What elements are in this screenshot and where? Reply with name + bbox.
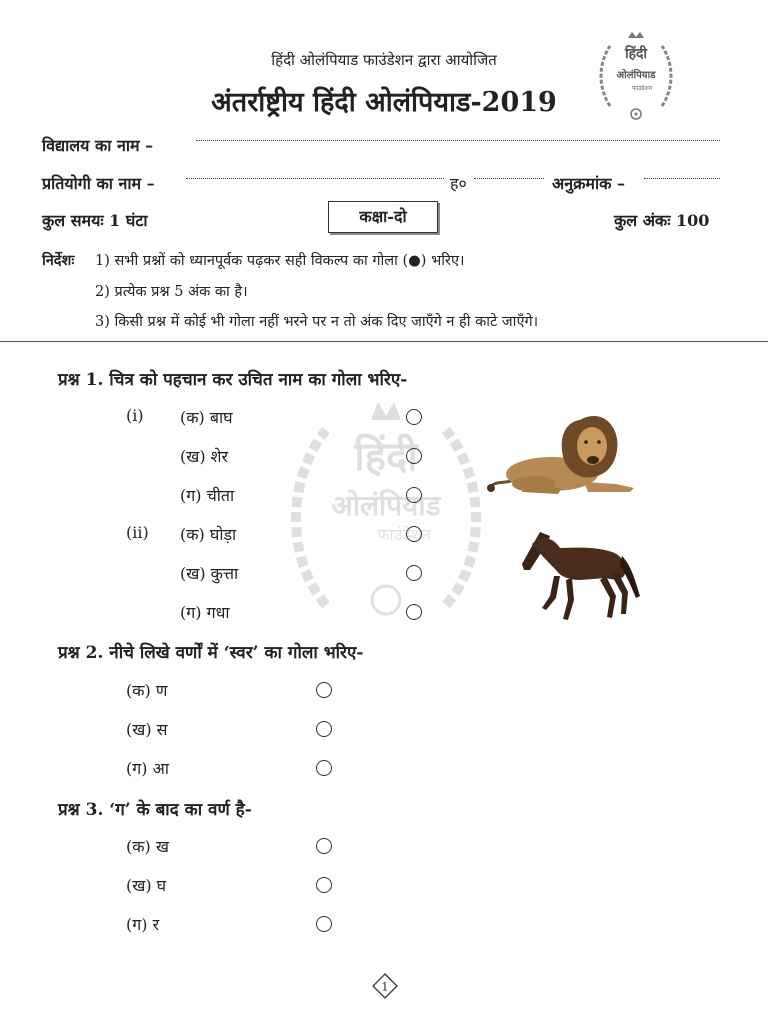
answer-circle[interactable] bbox=[316, 760, 332, 776]
option-label: (ख) घ bbox=[126, 876, 167, 895]
answer-circle[interactable] bbox=[316, 682, 332, 698]
answer-circle[interactable] bbox=[316, 838, 332, 854]
school-name-field[interactable] bbox=[196, 140, 720, 141]
participant-name-field[interactable] bbox=[186, 178, 444, 179]
svg-text:हिंदी: हिंदी bbox=[354, 434, 418, 480]
instruction-item: 2) प्रत्येक प्रश्न 5 अंक का है। bbox=[95, 284, 248, 300]
organizer-line: हिंदी ओलंपियाड फाउंडेशन द्वारा आयोजित bbox=[271, 51, 497, 69]
grade-label: कक्षा-दो bbox=[328, 201, 438, 233]
option-label: (क) ख bbox=[126, 837, 169, 856]
question-1-part-i-label: (i) bbox=[126, 406, 144, 425]
signature-label: ह० bbox=[450, 174, 467, 193]
option-label: (ग) गधा bbox=[180, 603, 230, 622]
roll-number-label: अनुक्रमांक – bbox=[552, 174, 625, 193]
answer-circle[interactable] bbox=[316, 916, 332, 932]
answer-circle[interactable] bbox=[406, 409, 422, 425]
participant-name-label: प्रतियोगी का नाम – bbox=[42, 174, 155, 193]
page-number bbox=[372, 973, 394, 995]
roll-number-field[interactable] bbox=[644, 178, 720, 179]
horse-image bbox=[520, 526, 642, 622]
option-label: (क) ण bbox=[126, 681, 168, 700]
question-2-text: प्रश्न 2. नीचे लिखे वर्णों में ‘स्वर’ का गोला भरिए- bbox=[58, 643, 364, 663]
answer-circle[interactable] bbox=[406, 565, 422, 581]
instruction-item: 3) किसी प्रश्न में कोई भी गोला नहीं भरने पर न तो अंक दिए जाएँगे न ही काटे जाएँगे। bbox=[95, 314, 539, 330]
instruction-item: 1) सभी प्रश्नों को ध्यानपूर्वक पढ़कर सही विकल्प का गोला (●) भरिए। bbox=[95, 253, 465, 269]
answer-circle[interactable] bbox=[406, 448, 422, 464]
instructions-heading: निर्देशः bbox=[42, 252, 75, 269]
option-label: (ख) कुत्ता bbox=[180, 564, 239, 583]
option-label: (क) बाघ bbox=[180, 408, 233, 427]
question-3-text: प्रश्न 3. ‘ग’ के बाद का वर्ण है- bbox=[58, 800, 252, 820]
answer-circle[interactable] bbox=[406, 526, 422, 542]
page-number-text: 1 bbox=[381, 980, 389, 994]
logo-text-bottom: फाउंडेशन bbox=[631, 85, 653, 92]
watermark-logo bbox=[286, 390, 486, 635]
lion-image bbox=[484, 400, 640, 500]
option-label: (ग) आ bbox=[126, 759, 169, 778]
option-label: (ख) शेर bbox=[180, 447, 229, 466]
question-1-part-ii-label: (ii) bbox=[126, 523, 149, 542]
answer-circle[interactable] bbox=[406, 604, 422, 620]
svg-text:फाउंडेशन: फाउंडेशन bbox=[377, 525, 431, 544]
question-1-text: प्रश्न 1. चित्र को पहचान कर उचित नाम का गोला भरिए- bbox=[58, 370, 408, 390]
answer-circle[interactable] bbox=[406, 487, 422, 503]
divider bbox=[0, 341, 768, 342]
option-label: (क) घोड़ा bbox=[180, 525, 237, 544]
option-label: (ग) चीता bbox=[180, 486, 235, 505]
svg-text:ओलंपियाड: ओलंपियाड bbox=[331, 489, 441, 522]
answer-circle[interactable] bbox=[316, 877, 332, 893]
total-time-label: कुल समयः 1 घंटा bbox=[42, 211, 148, 230]
option-label: (ग) र bbox=[126, 915, 160, 934]
school-name-label: विद्यालय का नाम – bbox=[42, 136, 154, 155]
signature-field[interactable] bbox=[474, 178, 544, 179]
logo-text-top: हिंदी bbox=[624, 46, 648, 62]
page-title: अंतर्राष्ट्रीय हिंदी ओलंपियाड-2019 bbox=[211, 87, 557, 118]
olympiad-logo bbox=[596, 28, 676, 122]
answer-circle[interactable] bbox=[316, 721, 332, 737]
total-marks-label: कुल अंकः 100 bbox=[614, 211, 710, 230]
option-label: (ख) स bbox=[126, 720, 168, 739]
logo-text-mid: ओलंपियाड bbox=[616, 70, 656, 81]
